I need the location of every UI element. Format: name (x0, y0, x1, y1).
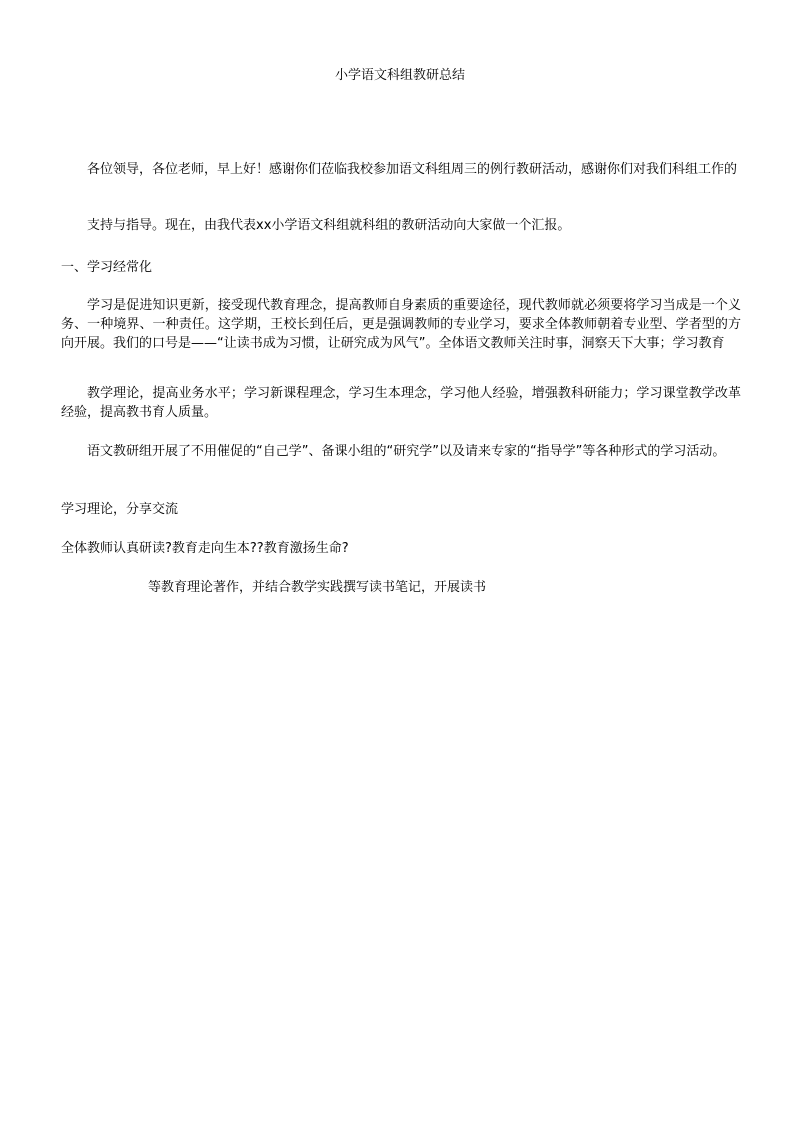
paragraph-learning-importance: 学习是促进知识更新，接受现代教育理念，提高教师自身素质的重要途径，现代教师就必须要将学习当成是一个义务、一种境界、一种责任。这学期，王校长到任后，更是强调教师的专业学习，要求全体教师朝着专业型、学者型的方向开展。我们的口号是——“让读书成为习惯，让研究成为风气”。全体语文教师关注时事，洞察天下大事；学习教育 (61, 298, 741, 351)
subheading-theory-sharing: 学习理论，分享交流 (61, 502, 179, 517)
paragraph-learning-activities: 语文教研组开展了不用催促的“自己学”、备课小组的“研究学”以及请来专家的“指导学”等各种形式的学习活动。 (87, 444, 726, 459)
paragraph-teaching-theory: 教学理论，提高业务水平；学习新课程理念，学习生本理念，学习他人经验，增强教科研能力；学习课堂教学改革经验，提高教书育人质量。 (61, 386, 741, 420)
document-title: 小学语文科组教研总结 (334, 68, 465, 83)
paragraph-reading-works: 全体教师认真研读?教育走向生本??教育激扬生命? (61, 541, 349, 556)
paragraph-greeting: 各位领导，各位老师，早上好！感谢你们莅临我校参加语文科组周三的例行教研活动，感谢你们对我们科组工作的 (87, 162, 738, 177)
paragraph-reading-notes: 等教育理论著作，并结合教学实践撰写读书笔记，开展读书 (148, 580, 487, 595)
paragraph-report-intro: 支持与指导。现在，由我代表xx小学语文科组就科组的教研活动向大家做一个汇报。 (87, 218, 571, 233)
section-heading-learning: 一、学习经常化 (61, 260, 153, 275)
